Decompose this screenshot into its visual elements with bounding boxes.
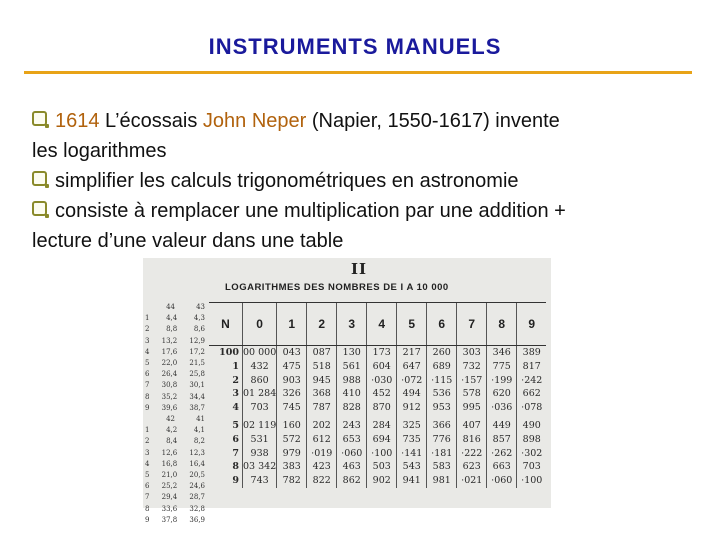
table-cell: 217 (397, 346, 427, 360)
side-row (145, 492, 205, 503)
table-cell: 366 (427, 419, 457, 433)
table-cell: 663 (487, 460, 517, 474)
slide-title: INSTRUMENTS MANUELS (208, 34, 502, 59)
bullet-text: (Napier, 1550-1617) invente (306, 110, 560, 132)
table-cell: 822 (307, 474, 337, 488)
bullet-text: simplifier les calculs trigonométriques en astronomie (55, 170, 519, 192)
bullet-text: consiste à remplacer une multiplication par une addition + (55, 200, 566, 222)
table-cell: 732 (457, 360, 487, 374)
table-cell: 979 (277, 447, 307, 461)
table-cell: 776 (427, 433, 457, 447)
side-cell: 24,6 (189, 482, 205, 491)
side-cell: 25,8 (189, 370, 205, 379)
side-cell: 3 (145, 448, 150, 457)
table-cell: 694 (367, 433, 397, 447)
row-number-cell: 6 (232, 433, 239, 445)
table-cell: 860 (243, 374, 277, 388)
table-cell: 988 (337, 374, 367, 388)
year-text: 1614 (55, 110, 100, 132)
side-cell: 20,5 (189, 471, 205, 480)
table-cell: 782 (277, 474, 307, 488)
side-cell: 4,1 (193, 426, 205, 435)
side-cell: 9 (145, 403, 150, 412)
checkbox-bullet-icon (32, 111, 47, 126)
table-cell: 494 (397, 387, 427, 401)
side-header-value: 43 (196, 303, 205, 311)
table-row (209, 474, 546, 488)
side-cell: 12,9 (189, 336, 205, 345)
table-cell: 662 (517, 387, 547, 401)
table-cell: 941 (397, 474, 427, 488)
table-cell: 572 (277, 433, 307, 447)
table-cell: 787 (307, 401, 337, 419)
table-cell: ·060 (487, 474, 517, 488)
table-cell: 945 (307, 374, 337, 388)
side-row (145, 380, 205, 391)
side-row (145, 414, 205, 425)
side-cell: 30,1 (189, 381, 205, 390)
logarithm-table-image (143, 258, 551, 524)
side-cell: 22,0 (161, 359, 178, 368)
side-row (145, 313, 205, 324)
column-header: 7 (457, 303, 487, 346)
table-row (209, 419, 546, 433)
table-cell: 703 (243, 401, 277, 419)
table-body (209, 346, 546, 488)
side-cell: 35,2 (161, 392, 178, 401)
table-cell: 326 (277, 387, 307, 401)
side-cell: 6 (145, 370, 150, 379)
side-cell: 6 (145, 482, 150, 491)
side-cell: 16,4 (189, 459, 205, 468)
table-cell: 531 (243, 433, 277, 447)
side-row (145, 425, 205, 436)
side-cell: 30,8 (161, 381, 178, 390)
side-cell: 17,6 (161, 347, 178, 356)
side-row (145, 347, 205, 358)
side-cell: 3 (145, 336, 150, 345)
table-cell: 043 (277, 346, 307, 360)
side-cell: 42 (166, 415, 175, 424)
table-cell: 953 (427, 401, 457, 419)
column-header: 1 (277, 303, 307, 346)
column-header: 0 (243, 303, 277, 346)
table-cell: 518 (307, 360, 337, 374)
column-header: 9 (517, 303, 547, 346)
table-cell: 862 (337, 474, 367, 488)
row-number-cell: 5 (232, 419, 239, 431)
table-cell: 653 (337, 433, 367, 447)
table-cell: ·181 (427, 447, 457, 461)
table-cell: 543 (397, 460, 427, 474)
table-cell: ·242 (517, 374, 547, 388)
table-cell: ·100 (517, 474, 547, 488)
side-header-value: 44 (166, 303, 175, 311)
table-cell: 475 (277, 360, 307, 374)
table-cell: 647 (397, 360, 427, 374)
title-underline (24, 71, 692, 74)
side-row (145, 459, 205, 470)
table-cell: ·302 (517, 447, 547, 461)
side-cell: 1 (145, 314, 150, 323)
table-cell: 243 (337, 419, 367, 433)
side-cell: 4 (145, 459, 150, 468)
table-cell: 689 (427, 360, 457, 374)
bullet-item (32, 106, 692, 136)
table-cell: 260 (427, 346, 457, 360)
table-cell: ·100 (367, 447, 397, 461)
table-cell: 583 (427, 460, 457, 474)
table-cell: 620 (487, 387, 517, 401)
table-cell: 817 (517, 360, 547, 374)
table-heading: LOGARITHMES DES NOMBRES DE I A 10 000 (225, 282, 449, 293)
side-cell: 32,8 (189, 504, 205, 513)
row-number-cell: 1 (232, 360, 239, 372)
row-number-cell: 9 (232, 475, 239, 487)
side-cell: 33,6 (161, 504, 178, 513)
table-header-row (209, 303, 546, 346)
table-cell: 087 (307, 346, 337, 360)
side-cell: 5 (145, 471, 150, 480)
table-cell: 303 (457, 346, 487, 360)
column-header: 8 (487, 303, 517, 346)
side-cell: 4,4 (166, 314, 178, 323)
side-cell: 29,4 (161, 493, 178, 502)
checkbox-bullet-icon (32, 171, 47, 186)
side-cell: 8 (145, 392, 150, 401)
table-cell: 536 (427, 387, 457, 401)
proportional-parts-column (145, 302, 205, 526)
side-cell: 8,4 (166, 437, 178, 446)
table-cell: 981 (427, 474, 457, 488)
side-cell: 17,2 (189, 347, 205, 356)
table-cell: 735 (397, 433, 427, 447)
column-header: 2 (307, 303, 337, 346)
side-cell: 4,2 (166, 426, 178, 435)
bullet-item (32, 166, 692, 196)
side-row (145, 358, 205, 369)
table-cell: 130 (337, 346, 367, 360)
table-cell: 604 (367, 360, 397, 374)
table-cell: 01 284 (243, 388, 277, 400)
table-cell: 578 (457, 387, 487, 401)
row-number-cell: 8 (232, 461, 239, 473)
table-row (209, 460, 546, 474)
table-row (209, 360, 546, 374)
table-cell: 743 (243, 474, 277, 488)
side-row (145, 436, 205, 447)
side-row (145, 448, 205, 459)
table-cell: 490 (517, 419, 547, 433)
side-cell: 1 (145, 426, 150, 435)
table-cell: ·078 (517, 401, 547, 419)
side-cell: 12,6 (161, 448, 178, 457)
side-row (145, 481, 205, 492)
side-cell: 8,2 (193, 437, 205, 446)
table-cell: 612 (307, 433, 337, 447)
side-rows (145, 313, 205, 526)
bullet-item (32, 196, 692, 226)
table-cell: 00 000 (243, 347, 277, 358)
side-row (145, 515, 205, 526)
side-cell: 13,2 (161, 336, 178, 345)
table-cell: 938 (243, 447, 277, 461)
table-cell: 284 (367, 419, 397, 433)
side-cell: 7 (145, 493, 150, 502)
table-row (209, 346, 546, 360)
table-cell: 857 (487, 433, 517, 447)
table-cell: 503 (367, 460, 397, 474)
side-cell: 4,3 (193, 314, 205, 323)
side-cell: 4 (145, 347, 150, 356)
side-cell: 21,5 (189, 359, 205, 368)
table-cell: 389 (517, 346, 547, 360)
table-cell: ·157 (457, 374, 487, 388)
side-cell: 21,0 (161, 471, 178, 480)
bullet-text: L’écossais (99, 110, 203, 132)
side-cell: 36,9 (189, 515, 205, 524)
table-cell: 407 (457, 419, 487, 433)
side-cell: 9 (145, 515, 150, 524)
table-cell: 870 (367, 401, 397, 419)
table-cell: 745 (277, 401, 307, 419)
table-cell: ·021 (457, 474, 487, 488)
side-cell: 2 (145, 437, 150, 446)
column-header: 6 (427, 303, 457, 346)
column-header: 4 (367, 303, 397, 346)
table-cell: ·222 (457, 447, 487, 461)
column-header: N (209, 303, 243, 346)
table-cell: 03 342 (243, 461, 277, 473)
row-number-cell: 100 (219, 347, 239, 358)
table-cell: 383 (277, 460, 307, 474)
section-number: II (351, 260, 368, 278)
logarithm-table (209, 302, 546, 488)
table-cell: ·036 (487, 401, 517, 419)
table-cell: ·141 (397, 447, 427, 461)
side-cell: 8,6 (193, 325, 205, 334)
table-cell: 912 (397, 401, 427, 419)
side-row (145, 392, 205, 403)
side-cell: 7 (145, 381, 150, 390)
inventor-name: John Neper (202, 110, 307, 132)
table-cell: ·072 (397, 374, 427, 388)
side-row (145, 336, 205, 347)
table-cell: 995 (457, 401, 487, 419)
side-cell: 2 (145, 325, 150, 334)
table-cell: 561 (337, 360, 367, 374)
table-cell: 775 (487, 360, 517, 374)
checkbox-bullet-icon (32, 201, 47, 216)
side-cell: 39,6 (161, 403, 178, 412)
side-cell: 8 (145, 504, 150, 513)
table-cell: 902 (367, 474, 397, 488)
side-cell: 12,3 (189, 448, 205, 457)
table-cell: 423 (307, 460, 337, 474)
side-header (145, 302, 205, 313)
table-cell: ·262 (487, 447, 517, 461)
side-cell: 8,8 (166, 325, 178, 334)
table-row (209, 433, 546, 447)
side-row (145, 324, 205, 335)
bullet-continuation: les logarithmes (32, 140, 167, 162)
side-row (145, 470, 205, 481)
table-cell: 325 (397, 419, 427, 433)
side-cell: 16,8 (161, 459, 178, 468)
side-cell: 28,7 (189, 493, 205, 502)
table-cell: 703 (517, 460, 547, 474)
table-cell: 02 119 (243, 419, 277, 431)
side-row (145, 504, 205, 515)
table-cell: 903 (277, 374, 307, 388)
table-row (209, 374, 546, 388)
table-row (209, 447, 546, 461)
side-cell: 37,8 (161, 515, 178, 524)
row-number-cell: 4 (232, 402, 239, 414)
table-cell: 202 (307, 419, 337, 433)
side-cell: 5 (145, 359, 150, 368)
side-cell: 38,7 (189, 403, 205, 412)
side-row (145, 369, 205, 380)
column-header: 5 (397, 303, 427, 346)
table-cell: 623 (457, 460, 487, 474)
table-cell: 432 (243, 360, 277, 374)
table-row (209, 401, 546, 419)
table-cell: 173 (367, 346, 397, 360)
table-cell: 816 (457, 433, 487, 447)
side-cell: 41 (196, 415, 205, 424)
bullet-continuation: lecture d’une valeur dans une table (32, 230, 344, 252)
table-row (209, 387, 546, 401)
table-cell: 828 (337, 401, 367, 419)
table-cell: ·030 (367, 374, 397, 388)
table-cell: ·115 (427, 374, 457, 388)
bullet-list (32, 106, 692, 256)
table-cell: 368 (307, 387, 337, 401)
table-cell: 346 (487, 346, 517, 360)
side-cell: 26,4 (161, 370, 178, 379)
column-header: 3 (337, 303, 367, 346)
side-cell: 25,2 (161, 482, 178, 491)
table-cell: ·199 (487, 374, 517, 388)
row-number-cell: 3 (232, 388, 239, 400)
table-cell: 160 (277, 419, 307, 433)
row-number-cell: 2 (232, 374, 239, 386)
side-row (145, 403, 205, 414)
table-cell: 449 (487, 419, 517, 433)
row-number-cell: 7 (232, 447, 239, 459)
table-cell: 410 (337, 387, 367, 401)
table-cell: 463 (337, 460, 367, 474)
table-cell: ·060 (337, 447, 367, 461)
table-cell: 452 (367, 387, 397, 401)
table-cell: 898 (517, 433, 547, 447)
side-cell: 34,4 (189, 392, 205, 401)
table-cell: ·019 (307, 447, 337, 461)
